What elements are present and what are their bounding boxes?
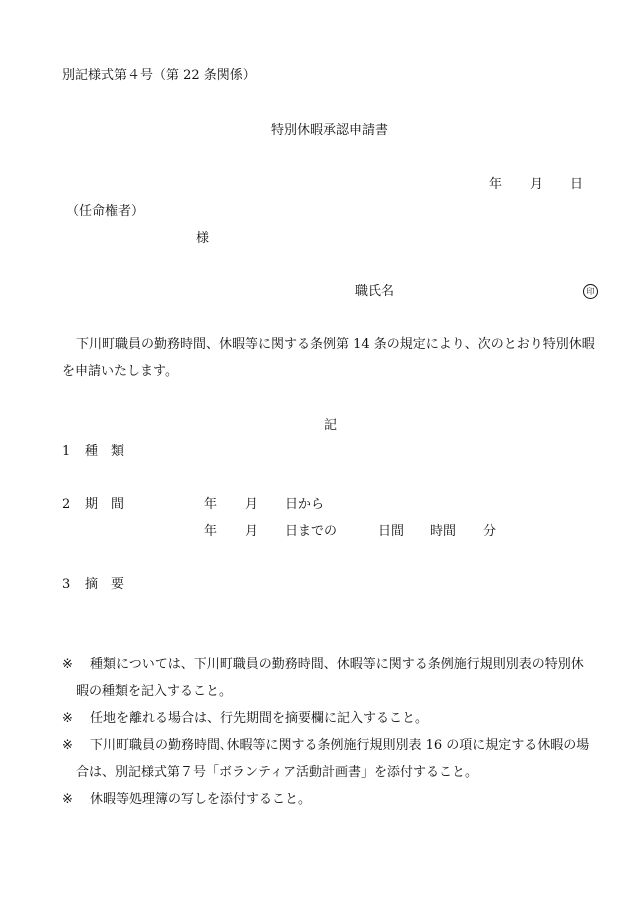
period-to-year: 年 bbox=[204, 524, 218, 539]
period-from-day: 日から bbox=[285, 497, 325, 512]
item-1-label: 種 類 bbox=[85, 444, 125, 459]
item-2-label: 期 間 bbox=[85, 497, 125, 512]
applicant-name-label: 職氏名 bbox=[355, 284, 395, 299]
note-1-line-2: 暇の種類を記入すること。 bbox=[76, 684, 233, 699]
page-title: 特別休暇承認申請書 bbox=[271, 123, 389, 138]
note-3-line-1: 下川町職員の勤務時間､休暇等に関する条例施行規則別表 16 の項に規定する休暇の場 bbox=[90, 738, 590, 753]
note-2-text: 任地を離れる場合は、行先期間を摘要欄に記入すること。 bbox=[90, 711, 429, 726]
seal-mark: 印 bbox=[583, 284, 598, 299]
period-from-month: 月 bbox=[245, 497, 259, 512]
honorific-label: 様 bbox=[196, 231, 210, 246]
appointing-authority-label: （任命権者） bbox=[66, 204, 145, 219]
period-from-year: 年 bbox=[204, 497, 218, 512]
body-text-line-2: を申請いたします。 bbox=[62, 364, 178, 379]
item-3-number: 3 bbox=[62, 577, 71, 592]
note-3-mark: ※ bbox=[62, 738, 73, 753]
item-1-number: 1 bbox=[62, 444, 71, 459]
item-3-label: 摘 要 bbox=[85, 577, 125, 592]
date-year-label: 年 bbox=[489, 177, 503, 192]
date-month-label: 月 bbox=[530, 177, 544, 192]
note-4-mark: ※ bbox=[62, 792, 73, 807]
period-to-month: 月 bbox=[245, 524, 259, 539]
item-2-number: 2 bbox=[62, 497, 71, 512]
period-minutes-label: 分 bbox=[483, 524, 497, 539]
period-hours-label: 時間 bbox=[430, 524, 457, 539]
note-3-line-2: 合は、別記様式第７号「ボランティア活動計画書」を添付すること。 bbox=[76, 765, 478, 780]
note-1-line-1: 種類については、下川町職員の勤務時間、休暇等に関する条例施行規則別表の特別休 bbox=[90, 657, 584, 672]
record-heading: 記 bbox=[324, 418, 338, 433]
form-number: 別記様式第４号（第 22 条関係） bbox=[62, 68, 256, 83]
note-1-mark: ※ bbox=[62, 657, 73, 672]
body-text-line-1: 下川町職員の勤務時間、休暇等に関する条例第 14 条の規定により、次のとおり特別休暇 bbox=[76, 337, 595, 352]
note-2-mark: ※ bbox=[62, 711, 73, 726]
note-4-text: 休暇等処理簿の写しを添付すること。 bbox=[90, 792, 312, 807]
period-days-label: 日間 bbox=[378, 524, 405, 539]
period-to-day: 日までの bbox=[285, 524, 338, 539]
date-day-label: 日 bbox=[570, 177, 584, 192]
